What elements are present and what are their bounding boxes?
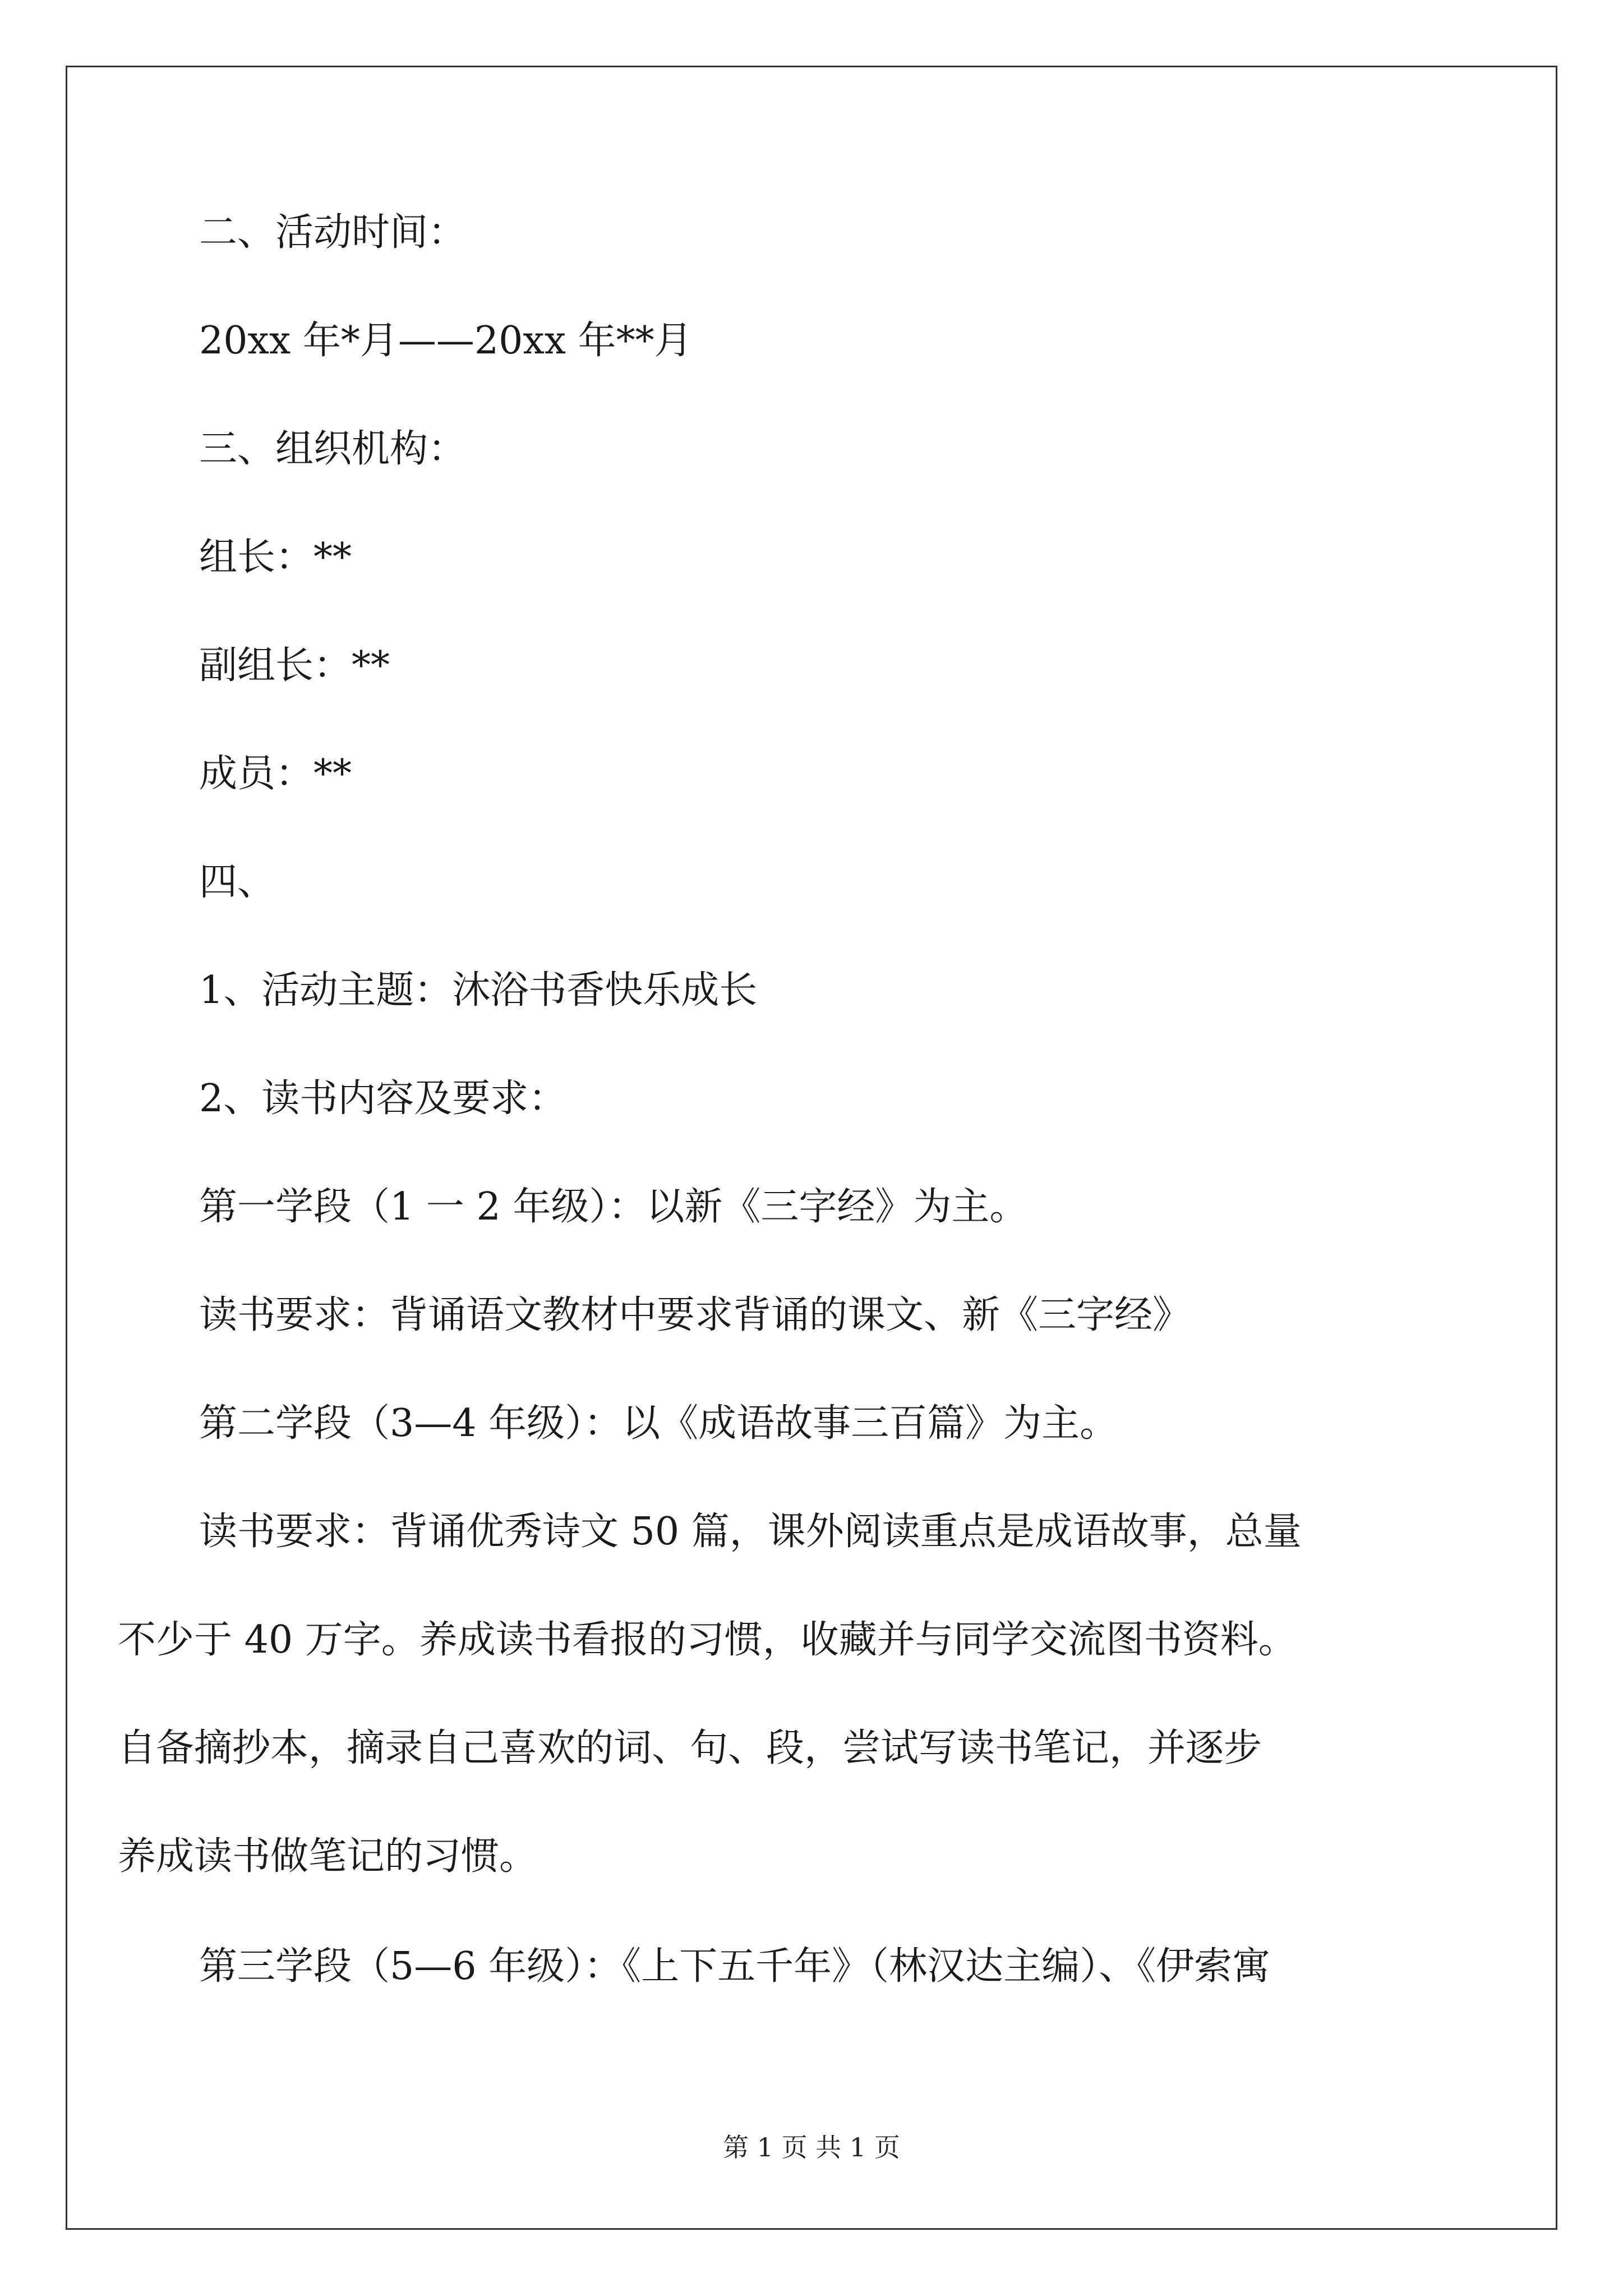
section-heading-time: 二、活动时间： xyxy=(199,210,467,255)
paragraph-line: 养成读书做笔记的习惯。 xyxy=(118,1834,538,1879)
members: 成员：** xyxy=(199,752,352,796)
deputy-leader: 副组长：** xyxy=(199,643,390,688)
section-heading-four: 四、 xyxy=(199,860,276,904)
paragraph-line: 读书要求：背诵优秀诗文 50 篇，课外阅读重点是成语故事，总量 xyxy=(199,1510,1302,1554)
reading-content-heading: 2、读书内容及要求： xyxy=(199,1076,567,1121)
stage-one: 第一学段（1 一 2 年级）：以新《三字经》为主。 xyxy=(199,1185,1028,1229)
stage-two: 第二学段（3—4 年级）：以《成语故事三百篇》为主。 xyxy=(199,1401,1118,1446)
section-heading-organization: 三、组织机构： xyxy=(199,427,467,471)
page-footer: 第 1 页 共 1 页 xyxy=(723,2132,900,2162)
activity-period: 20xx 年*月——20xx 年**月 xyxy=(199,319,693,363)
paragraph-line: 不少于 40 万字。养成读书看报的习惯，收藏并与同学交流图书资料。 xyxy=(118,1618,1297,1662)
page-border xyxy=(66,66,1557,2230)
stage-two-requirement-paragraph xyxy=(118,1510,1352,1879)
group-leader: 组长：** xyxy=(199,535,352,579)
paragraph-line: 自备摘抄本，摘录自己喜欢的词、句、段，尝试写读书笔记，并逐步 xyxy=(118,1726,1262,1770)
activity-theme: 1、活动主题：沐浴书香快乐成长 xyxy=(199,968,758,1013)
stage-three: 第三学段（5—6 年级）：《上下五千年》（林汉达主编）、《伊索寓 xyxy=(199,1944,1271,1989)
stage-one-requirement: 读书要求：背诵语文教材中要求背诵的课文、新《三字经》 xyxy=(199,1293,1191,1337)
